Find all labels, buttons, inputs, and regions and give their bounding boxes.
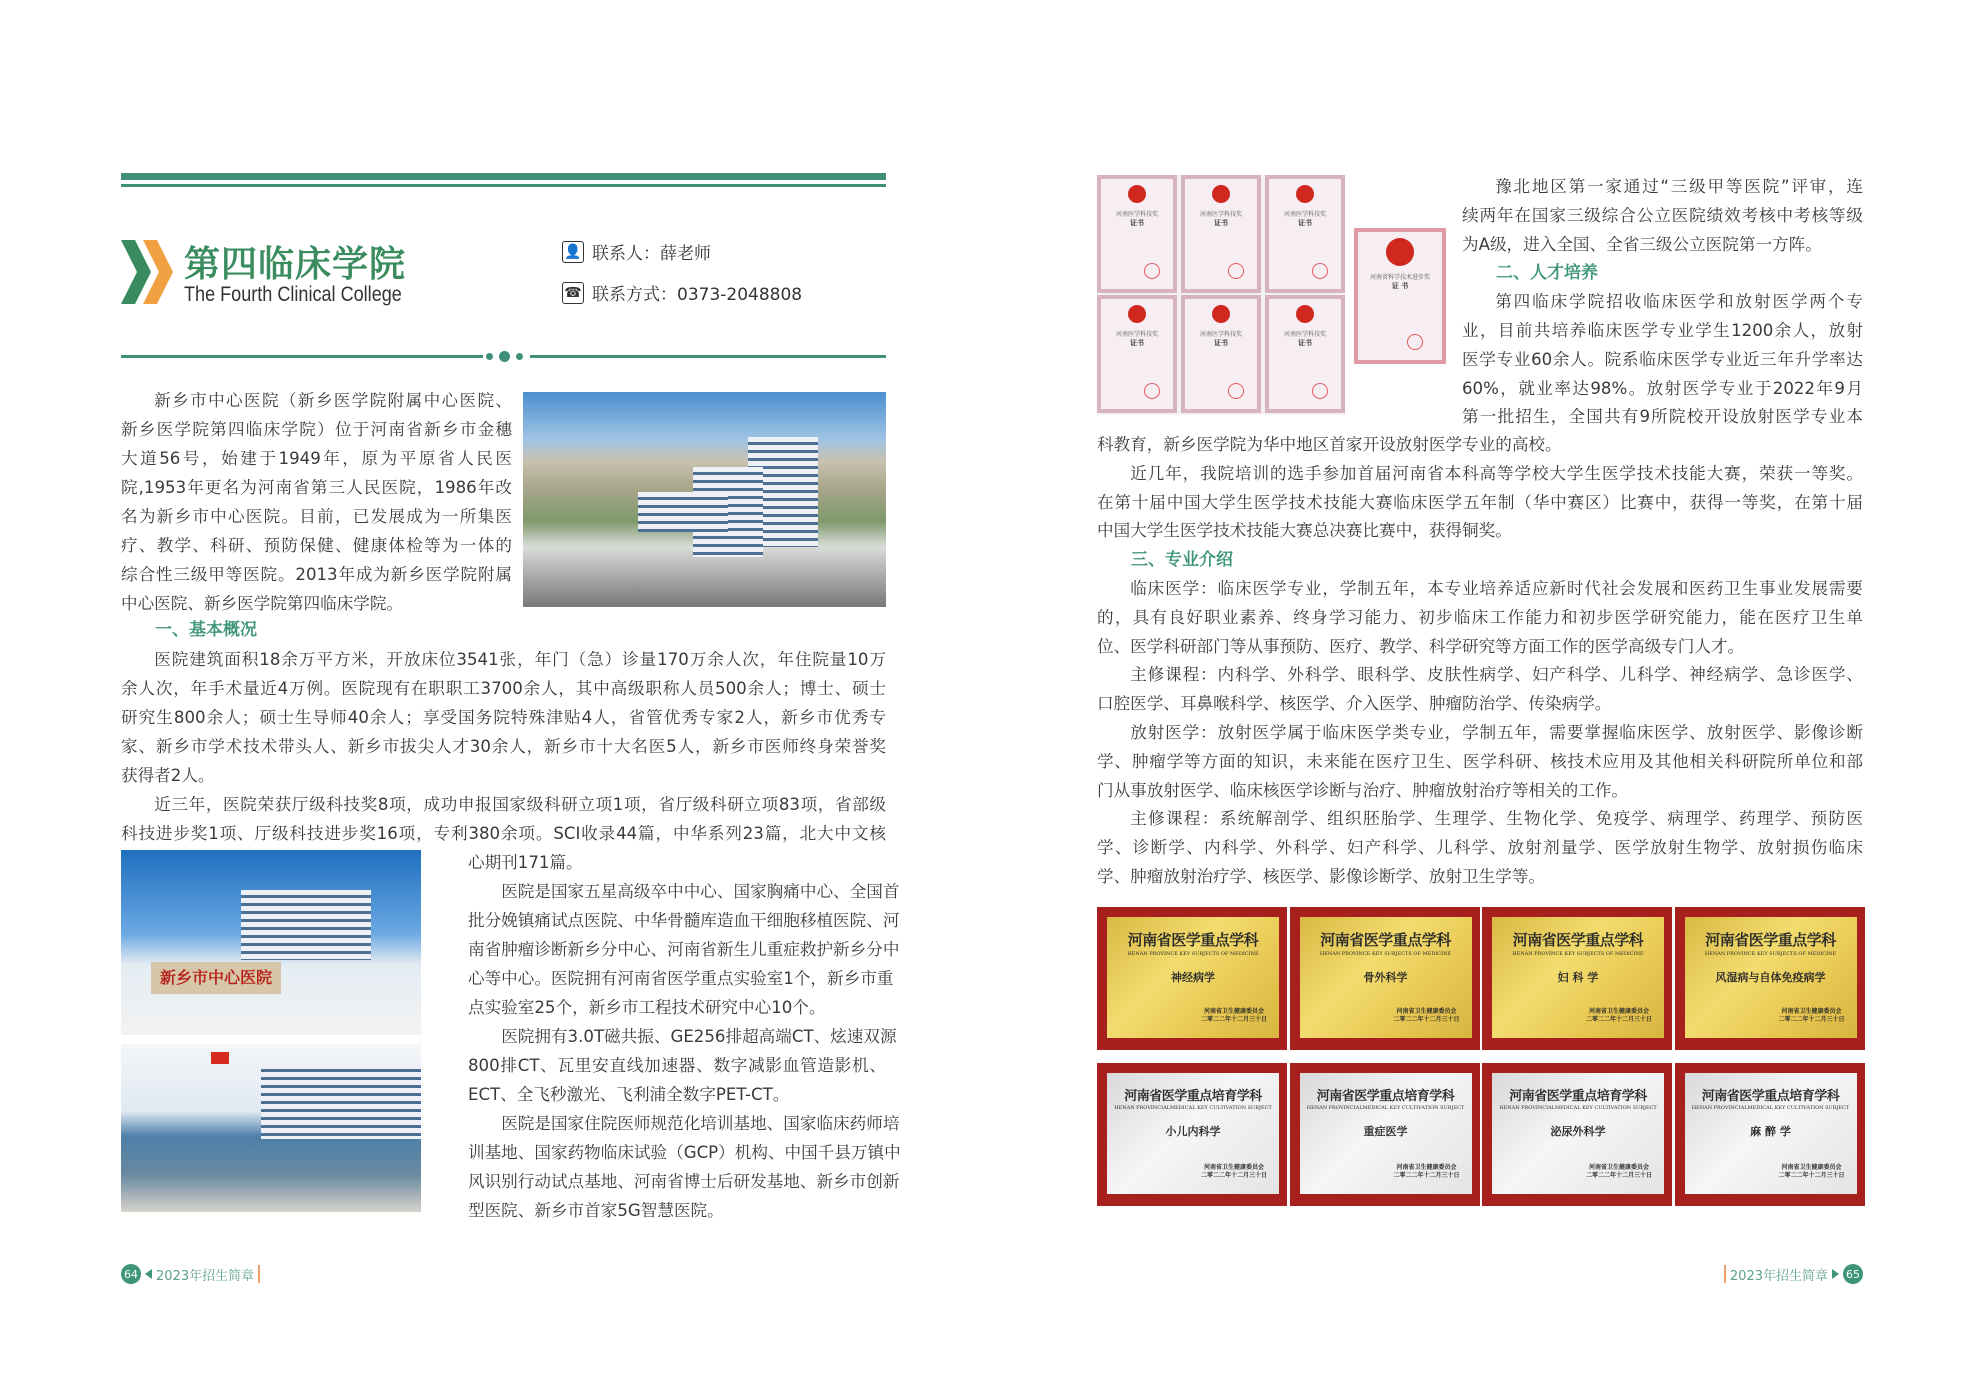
certificate-word: 证书: [1214, 339, 1228, 347]
text-line: 门从事放射医学、临床核医学诊断与治疗、肿瘤放射治疗等相关的工作。: [1097, 780, 1628, 800]
certificate: [1265, 295, 1345, 413]
certificate-title: 河南省科学技术进步奖: [1369, 274, 1430, 281]
plaque-english: HENAN PROVINCE KEY SUBJECTS OF MEDICINE: [1127, 951, 1259, 957]
telephone-icon: ☎: [562, 282, 584, 304]
overview-section: [121, 616, 886, 848]
contact-person: [562, 239, 711, 264]
plaque-subject: 风湿病与自体免疫病学: [1715, 971, 1826, 984]
plaque-date: 二零二二年十二月三十日: [1200, 1016, 1267, 1023]
section-heading: 二、人才培养: [1496, 263, 1598, 284]
text-line: 在第十届中国大学生医学技术技能大赛临床医学五年制（华中赛区）比赛中，获得一等奖，在第十届: [1097, 492, 1863, 512]
person-icon: 👤: [562, 241, 584, 263]
text-line: 临床医学：临床医学专业，学制五年，本专业培养适应新时代社会发展和医药卫生事业发展需要: [1130, 578, 1863, 598]
plaque-date: 二零二二年十二月三十日: [1778, 1172, 1845, 1179]
text-line: 余人次，年手术量近4万例。医院现有在职职工3700余人，其中高级职称人员500余人；博士、硕士: [121, 679, 886, 698]
national-emblem-icon: [1212, 185, 1230, 203]
contact-phone-text: 联系方式：0373-2048808: [592, 285, 803, 305]
seal-icon: [1144, 263, 1160, 279]
plaque-title: 河南省医学重点学科: [1512, 931, 1644, 949]
text-line: 院,1953年更名为河南省第三人民医院，1986年改: [121, 478, 512, 497]
subject-plaque: [1290, 907, 1480, 1050]
header-rule-thick: [121, 173, 886, 180]
plaque-subject: 神经病学: [1171, 971, 1215, 984]
text-line: 口腔医学、耳鼻喉科学、核医学、介入医学、肿瘤防治学、传染病学。: [1097, 694, 1612, 714]
text-line: 疗、教学、科研、预防保健、健康体检等为一体的: [121, 536, 512, 555]
plaque-english: HENAN PROVINCIALMEDICAL KEY CULTIVATION SUBJECT: [1691, 1105, 1850, 1111]
divider-dot: [486, 353, 493, 360]
text-line: 位、医学科研部门等从事预防、医疗、教学、科学研究等方面工作的医学高级专门人才。: [1097, 636, 1745, 656]
certificate-title: 河南医学科技奖: [1115, 331, 1158, 338]
plaque-title: 河南省医学重点学科: [1705, 931, 1836, 949]
seal-icon: [1312, 383, 1328, 399]
contact-person-text: 联系人：薛老师: [592, 244, 711, 264]
text-line: 大道56号，始建于1949年，原为平原省人民医: [121, 449, 512, 468]
text-line: 主修课程：系统解剖学、组织胚胎学、生理学、生物化学、免疫学、病理学、药理学、预防医: [1130, 809, 1863, 829]
text-line: 的，具有良好职业素养、终身学习能力、初步临床工作能力和初步医学研究能力，能在医疗卫生单: [1097, 607, 1863, 627]
plaque-face: [1300, 1073, 1472, 1194]
plaque-date: 二零二二年十二月三十日: [1200, 1172, 1267, 1179]
text-line: 主修课程：内科学、外科学、眼科学、皮肤性病学、妇产科学、儿科学、神经病学、急诊医学、: [1130, 665, 1863, 685]
text-line: 近三年，医院荣获厅级科技奖8项，成功申报国家级科研立项1项，省厅级科研立项83项，省部级: [154, 795, 886, 814]
plaque-english: HENAN PROVINCE KEY SUBJECTS OF MEDICINE: [1319, 951, 1452, 957]
footer-label: 2023年招生简章: [156, 1268, 255, 1284]
plaque-face: [1107, 1073, 1279, 1194]
certificate-word: 证书: [1130, 339, 1144, 347]
plaque-title: 河南省医学重点学科: [1320, 931, 1451, 949]
plaque-issuer: [1778, 1164, 1844, 1180]
plaque-issuer-name: 河南省卫生健康委员会: [1588, 1008, 1649, 1015]
plaque-title: 河南省医学重点培育学科: [1509, 1089, 1647, 1104]
text-line: 心等中心。医院拥有河南省医学重点实验室1个，新乡市重: [468, 969, 894, 988]
text-line: ECT、全飞秒激光、飞利浦全数字PET-CT。: [468, 1085, 790, 1104]
subject-plaque: [1097, 1063, 1287, 1206]
text-line: 学、诊断学、内科学、外科学、妇产科学、儿科学、放射剂量学、医学放射生物学、放射损伤临床: [1097, 838, 1863, 858]
certificate: [1181, 175, 1261, 293]
text-line: 近几年，我院培训的选手参加首届河南省本科高等学校大学生医学技术技能大赛，荣获一等奖。: [1130, 463, 1863, 483]
subject-plaque: [1097, 907, 1287, 1050]
certificate-word: 证书: [1130, 219, 1144, 227]
divider-dot: [516, 353, 523, 360]
certificate: [1181, 295, 1261, 413]
majors-section: [1097, 431, 1863, 892]
certificate: [1097, 175, 1177, 293]
subject-plaque: [1675, 1063, 1865, 1206]
plaque-issuer: [1778, 1008, 1844, 1024]
plaque-issuer-name: 河南省卫生健康委员会: [1203, 1008, 1264, 1015]
certificate: [1097, 295, 1177, 413]
page-title: 第四临床学院: [184, 244, 407, 285]
text-line: 获得者2人。: [121, 766, 215, 785]
text-line: 中国大学生医学技术技能大赛总决赛比赛中，获得铜奖。: [1097, 521, 1512, 541]
text-line: 业，目前共培养临床医学专业学生1200余人，放射: [1462, 320, 1863, 340]
text-line: 为A级，进入全国、全省三级公立医院第一方阵。: [1462, 234, 1822, 254]
text-line: 家、新乡市学术技术带头人、新乡市拔尖人才30余人，新乡市十大名医5人，新乡市医师终身荣誉奖: [121, 737, 886, 756]
seal-icon: [1407, 334, 1423, 350]
certificate-title: 河南医学科技奖: [1283, 331, 1326, 338]
arrow-right-icon: [1832, 1269, 1839, 1279]
text-line: 医院是国家住院医师规范化培训基地、国家临床药师培: [501, 1114, 900, 1133]
divider-right: [530, 355, 886, 358]
footer-bar: [1724, 1265, 1726, 1283]
flag-ceremony-photo: [121, 1044, 421, 1212]
talent-section: [1462, 173, 1863, 432]
national-emblem-icon: [1386, 238, 1414, 266]
section-heading: 三、专业介绍: [1131, 550, 1233, 571]
plaque-issuer: [1201, 1008, 1267, 1024]
national-emblem-icon: [1296, 185, 1314, 203]
text-line: 医学专业60余人。院系临床医学专业近三年升学率达: [1462, 349, 1863, 369]
text-line: 续两年在国家三级综合公立医院绩效考核中考核等级: [1462, 205, 1863, 225]
arrow-left-icon: [145, 1269, 152, 1279]
text-line: 型医院、新乡市首家5G智慧医院。: [468, 1201, 724, 1220]
national-emblem-icon: [1128, 185, 1146, 203]
plaque-face: [1300, 917, 1472, 1038]
text-line: 训基地、国家药物临床试验（GCP）机构、中国千县万镇中: [468, 1143, 901, 1162]
plaque-date: 二零二二年十二月三十日: [1393, 1172, 1460, 1179]
section-heading: 一、基本概况: [155, 620, 257, 640]
text-line: 60%，就业率达98%。放射医学专业于2022年9月: [1462, 378, 1863, 398]
text-line: 医院拥有3.0T磁共振、GE256排超高端CT、炫速双源: [501, 1027, 897, 1046]
subject-plaque: [1290, 1063, 1480, 1206]
certificate-title: 河南医学科技奖: [1115, 211, 1158, 218]
plaque-issuer: [1393, 1164, 1459, 1180]
plaque-title: 河南省医学重点培育学科: [1701, 1089, 1840, 1104]
page-number: 65: [1843, 1264, 1863, 1284]
plaque-issuer-name: 河南省卫生健康委员会: [1781, 1008, 1842, 1015]
footer-right: [1724, 1264, 1863, 1284]
chevron-logo-icon: [121, 240, 181, 304]
seal-icon: [1228, 263, 1244, 279]
certificate-large: [1354, 228, 1446, 364]
national-emblem-icon: [1296, 305, 1314, 323]
plaque-title: 河南省医学重点学科: [1127, 931, 1259, 949]
certificate-word: 证书: [1298, 219, 1312, 227]
text-line: 批分娩镇痛试点医院、中华骨髓库造血干细胞移植医院、河: [468, 911, 900, 930]
plaque-issuer: [1393, 1008, 1459, 1024]
plaque-date: 二零二二年十二月三十日: [1585, 1172, 1652, 1179]
text-line: 风识别行动试点基地、河南省博士后研发基地、新乡市创新: [468, 1172, 900, 1191]
hospital-sign: 新乡市中心医院: [151, 962, 281, 994]
plaque-issuer-name: 河南省卫生健康委员会: [1396, 1164, 1457, 1171]
text-line: 科技进步奖1项、厅级科技进步奖16项，专利380余项。SCI收录44篇，中华系列23篇，北大中文核: [121, 824, 886, 843]
plaque-subject: 骨外科学: [1363, 971, 1408, 984]
divider-dot: [499, 351, 510, 362]
plaque-date: 二零二二年十二月三十日: [1585, 1016, 1652, 1023]
seal-icon: [1312, 263, 1328, 279]
plaque-issuer-name: 河南省卫生健康委员会: [1203, 1164, 1264, 1171]
plaque-subject: 妇 科 学: [1557, 971, 1599, 984]
certificate-word: 证书: [1298, 339, 1312, 347]
plaque-english: HENAN PROVINCIALMEDICAL KEY CULTIVATION SUBJECT: [1114, 1105, 1272, 1111]
contact-phone: [562, 280, 802, 305]
certificate-title: 河南医学科技奖: [1199, 211, 1242, 218]
plaque-face: [1492, 917, 1664, 1038]
intro-text: [121, 386, 512, 618]
plaque-issuer: [1586, 1008, 1652, 1024]
plaque-title: 河南省医学重点培育学科: [1316, 1089, 1455, 1104]
text-line: 新乡医学院第四临床学院）位于河南省新乡市金穗: [121, 420, 512, 439]
national-emblem-icon: [1212, 305, 1230, 323]
text-line: 第一批招生，全国共有9所院校开设放射医学专业本: [1462, 407, 1863, 427]
plaque-english: HENAN PROVINCE KEY SUBJECTS OF MEDICINE: [1512, 951, 1644, 957]
plaque-subject: 麻 醉 学: [1750, 1125, 1791, 1138]
page-number: 64: [121, 1264, 141, 1284]
plaque-english: HENAN PROVINCIALMEDICAL KEY CULTIVATION SUBJECT: [1499, 1105, 1657, 1111]
plaque-issuer-name: 河南省卫生健康委员会: [1781, 1164, 1842, 1171]
page-subtitle: The Fourth Clinical College: [184, 283, 402, 306]
text-line: 第四临床学院招收临床医学和放射医学两个专: [1495, 292, 1863, 312]
certificate-title: 河南医学科技奖: [1199, 331, 1242, 338]
plaque-subject: 泌尿外科学: [1550, 1125, 1606, 1138]
plaque-issuer-name: 河南省卫生健康委员会: [1588, 1164, 1649, 1171]
text-line: 名为新乡市中心医院。目前，已发展成为一所集医: [121, 507, 512, 526]
plaque-english: HENAN PROVINCE KEY SUBJECTS OF MEDICINE: [1704, 951, 1837, 957]
header-rule-thin: [121, 184, 886, 187]
seal-icon: [1144, 383, 1160, 399]
text-line: 心期刊171篇。: [468, 853, 583, 872]
hospital-entrance-photo: [121, 850, 421, 1035]
plaque-date: 二零二二年十二月三十日: [1778, 1016, 1845, 1023]
certificate-word: 证书: [1214, 219, 1228, 227]
text-line: 学、肿瘤学等方面的知识，未来能在医疗卫生、医学科研、核技术应用及其他相关科研院所单位和部: [1097, 751, 1863, 771]
text-line: 科教育，新乡医学院为华中地区首家开设放射医学专业的高校。: [1097, 435, 1562, 454]
hospital-aerial-photo: [523, 392, 886, 607]
plaque-title: 河南省医学重点培育学科: [1124, 1089, 1262, 1104]
subject-plaque: [1482, 1063, 1672, 1206]
subject-plaque: [1675, 907, 1865, 1050]
text-line: 学、肿瘤放射治疗学、核医学、影像诊断学、放射卫生学等。: [1097, 866, 1546, 886]
divider-left: [121, 355, 483, 358]
text-line: 新乡市中心医院（新乡医学院附属中心医院、: [154, 391, 512, 410]
certificate-word: 证 书: [1391, 282, 1409, 290]
footer-left: [121, 1264, 260, 1284]
facilities-text: [468, 848, 901, 1225]
plaque-face: [1492, 1073, 1664, 1194]
footer-label: 2023年招生简章: [1729, 1268, 1828, 1284]
text-line: 综合性三级甲等医院。2013年成为新乡医学院附属: [121, 565, 512, 584]
plaque-face: [1107, 917, 1279, 1038]
certificate: [1265, 175, 1345, 293]
seal-icon: [1228, 383, 1244, 399]
text-line: 中心医院、新乡医学院第四临床学院。: [121, 594, 404, 613]
plaque-issuer-name: 河南省卫生健康委员会: [1396, 1008, 1457, 1015]
certificate-title: 河南医学科技奖: [1283, 211, 1326, 218]
subject-plaque: [1482, 907, 1672, 1050]
plaque-issuer: [1201, 1164, 1267, 1180]
text-line: 医院建筑面积18余万平方米，开放床位3541张，年门（急）诊量170万余人次，年住院量10万: [154, 650, 886, 669]
plaque-face: [1685, 1073, 1857, 1194]
plaque-subject: 重症医学: [1363, 1125, 1408, 1138]
plaque-issuer: [1586, 1164, 1652, 1180]
text-line: 豫北地区第一家通过“三级甲等医院”评审，连: [1495, 177, 1863, 196]
text-line: 点实验室25个，新乡市工程技术研究中心10个。: [468, 998, 826, 1017]
text-line: 研究生800余人；硕士生导师40余人；享受国务院特殊津贴4人，省管优秀专家2人，新乡市优秀专: [121, 708, 886, 727]
plaque-date: 二零二二年十二月三十日: [1393, 1016, 1460, 1023]
footer-bar: [258, 1265, 260, 1283]
plaque-face: [1685, 917, 1857, 1038]
flag-icon: [211, 1052, 229, 1064]
text-line: 医院是国家五星高级卒中中心、国家胸痛中心、全国首: [501, 882, 900, 901]
plaque-english: HENAN PROVINCIALMEDICAL KEY CULTIVATION SUBJECT: [1306, 1105, 1465, 1111]
certificates-photo: [1097, 175, 1345, 415]
text-line: 南省肿瘤诊断新乡分中心、河南省新生儿重症救护新乡分中: [468, 940, 900, 959]
text-line: 800排CT、瓦里安直线加速器、数字减影血管造影机、: [468, 1056, 886, 1075]
plaque-subject: 小儿内科学: [1165, 1125, 1221, 1138]
text-line: 放射医学：放射医学属于临床医学类专业，学制五年，需要掌握临床医学、放射医学、影像诊断: [1130, 722, 1863, 742]
national-emblem-icon: [1128, 305, 1146, 323]
